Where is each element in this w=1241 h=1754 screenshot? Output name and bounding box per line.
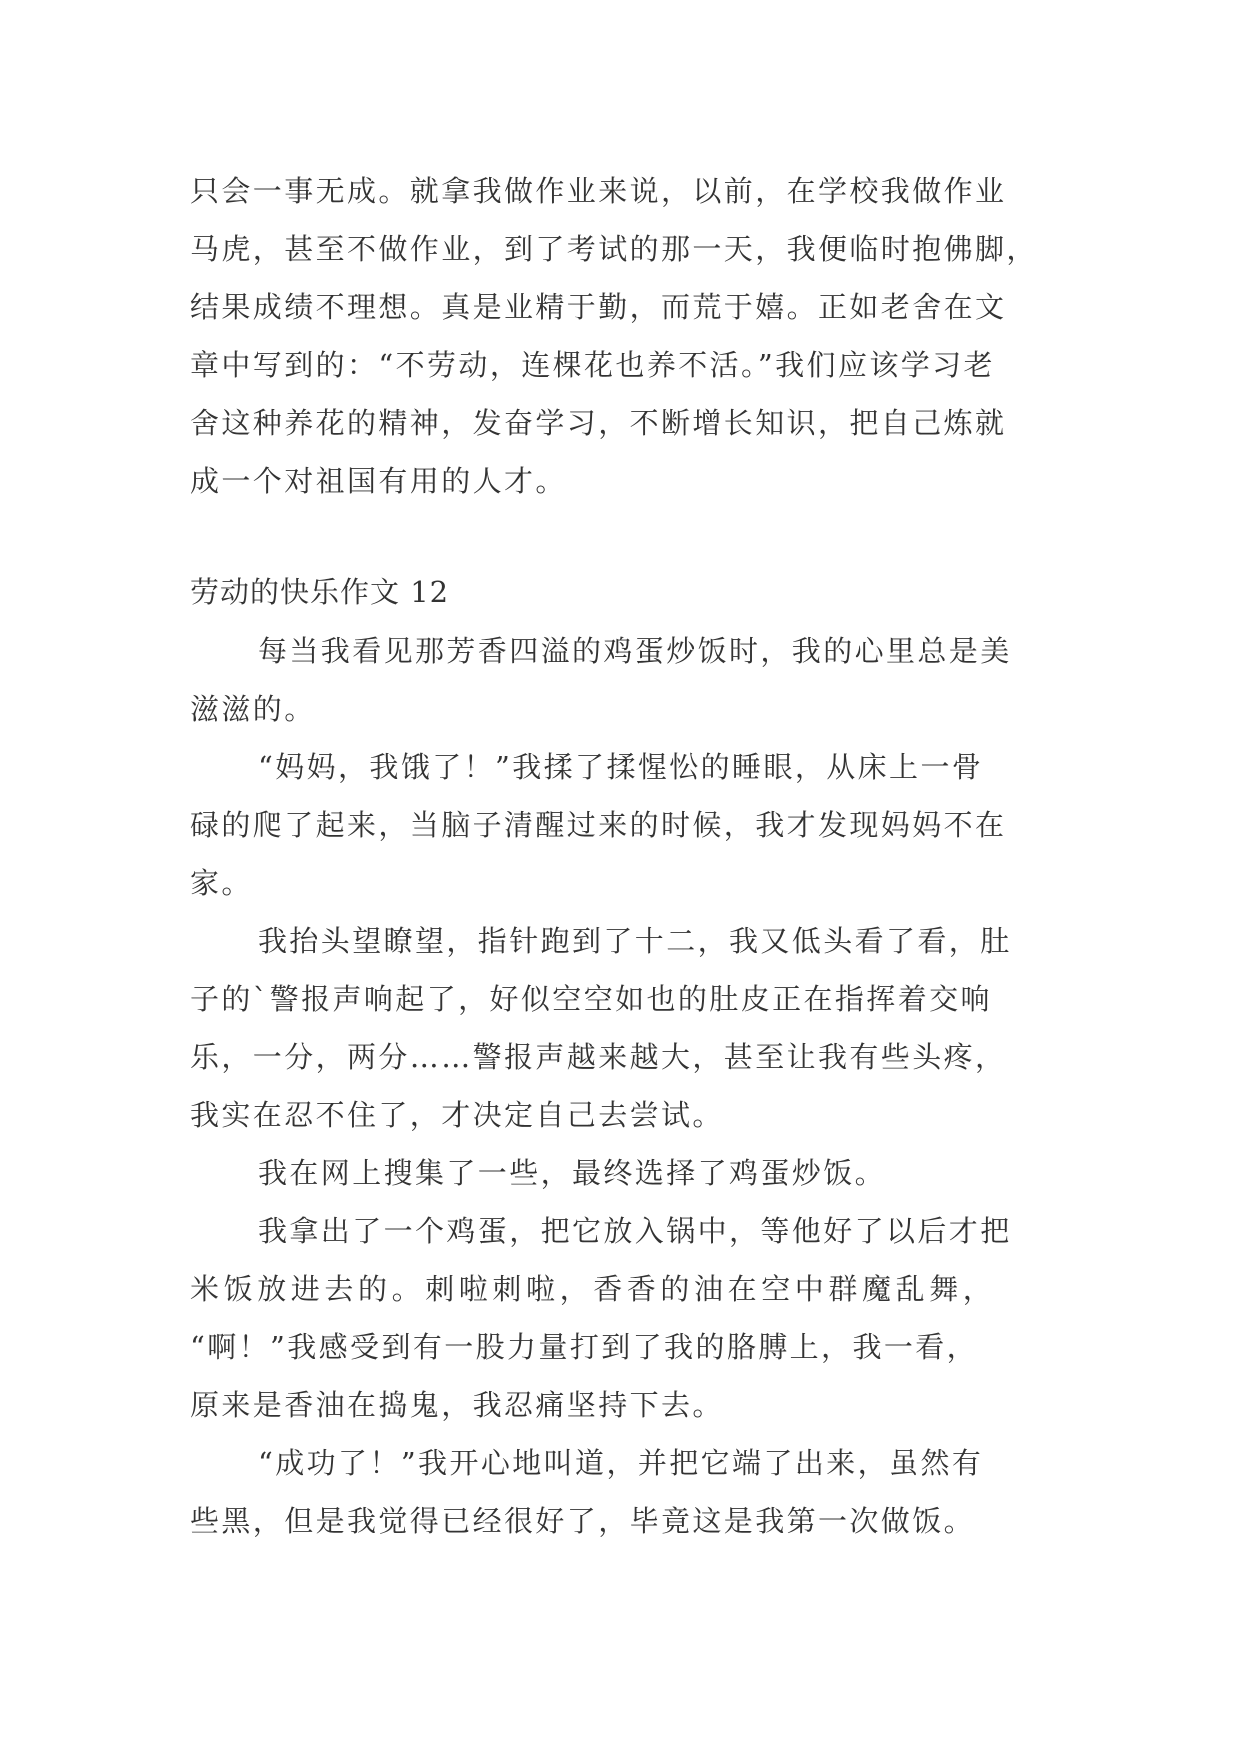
text-line: 结果成绩不理想。真是业精于勤，而荒于嬉。正如老舍在文 — [190, 290, 1007, 324]
text-line: 原来是香油在捣鬼，我忍痛坚持下去。 — [190, 1388, 724, 1422]
text-line: 马虎，甚至不做作业，到了考试的那一天，我便临时抱佛脚， — [190, 232, 1038, 266]
text-line: 家。 — [190, 866, 253, 900]
paragraph-first-line: “妈妈，我饿了！”我揉了揉惺忪的睡眼，从床上一骨 — [258, 750, 984, 784]
text-line: 滋滋的。 — [190, 692, 316, 726]
text-line: 我实在忍不住了，才决定自己去尝试。 — [190, 1098, 724, 1132]
paragraph-first-line: 我拿出了一个鸡蛋，把它放入锅中，等他好了以后才把 — [258, 1214, 1012, 1248]
essay-body — [190, 622, 1065, 1550]
text-line: “啊！”我感受到有一股力量打到了我的胳膊上，我一看， — [190, 1330, 979, 1364]
paragraph-previous-essay-ending — [190, 162, 1065, 510]
paragraph-first-line: 每当我看见那芳香四溢的鸡蛋炒饭时，我的心里总是美 — [258, 634, 1012, 668]
paragraph-first-line: “成功了！”我开心地叫道，并把它端了出来，虽然有 — [258, 1446, 984, 1480]
paragraph-first-line: 我抬头望瞭望，指针跑到了十二，我又低头看了看，肚 — [258, 924, 1012, 958]
essay-title: 劳动的快乐作文 12 — [190, 575, 450, 609]
text-line: 些黑，但是我觉得已经很好了，毕竟这是我第一次做饭。 — [190, 1504, 976, 1538]
text-line: 成一个对祖国有用的人才。 — [190, 464, 567, 498]
text-line: 碌的爬了起来，当脑子清醒过来的时候，我才发现妈妈不在 — [190, 808, 1007, 842]
text-line: 章中写到的：“不劳动，连棵花也养不活。”我们应该学习老 — [190, 348, 995, 382]
text-line: 舍这种养花的精神，发奋学习，不断增长知识，把自己炼就 — [190, 406, 1007, 440]
text-line: 子的`警报声响起了，好似空空如也的肚皮正在指挥着交响 — [190, 982, 992, 1016]
paragraph-first-line: 我在网上搜集了一些，最终选择了鸡蛋炒饭。 — [258, 1156, 887, 1190]
text-line: 只会一事无成。就拿我做作业来说，以前，在学校我做作业 — [190, 174, 1007, 208]
text-line: 米饭放进去的。刺啦刺啦，香香的油在空中群魔乱舞， — [190, 1272, 997, 1306]
text-line: 乐，一分，两分……警报声越来越大，甚至让我有些头疼， — [190, 1040, 1007, 1074]
